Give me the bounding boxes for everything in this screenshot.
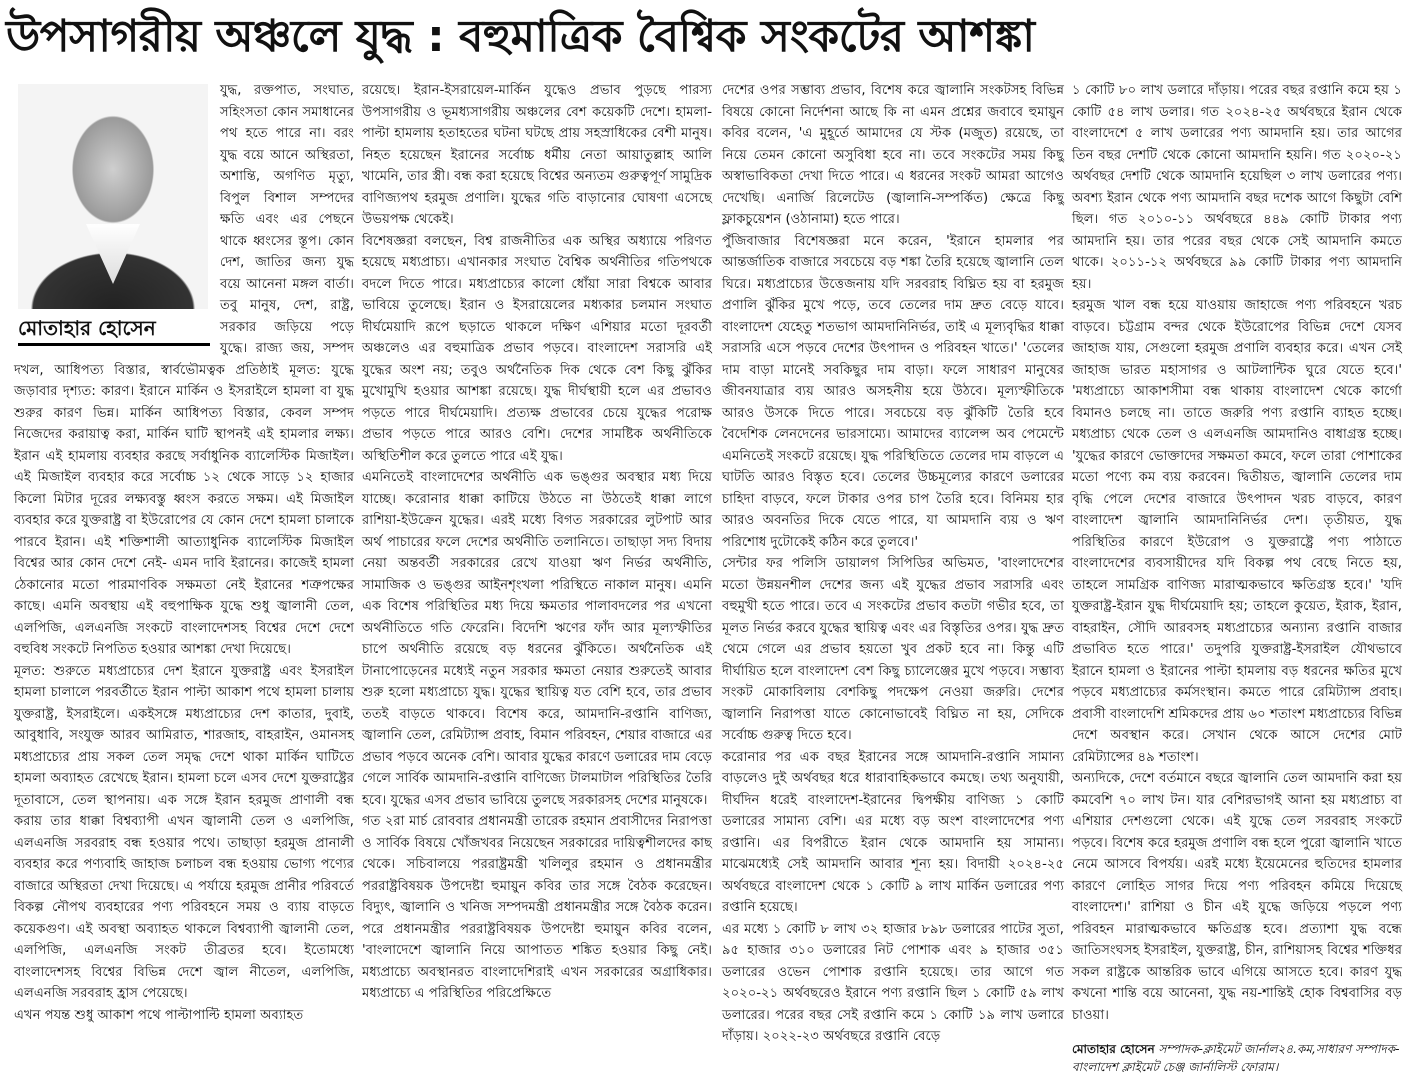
footer-credentials: সম্পাদক-ক্লাইমেট জার্নাল২৪.কম,সাধারণ সম্পাদক-বাংলাদেশ ক্লাইমেট চেঞ্জ জার্নালিস্ট ফোরাম। [1072, 1042, 1400, 1074]
article-column-2 [362, 80, 712, 1005]
paragraph: এমনিতেই বাংলাদেশের অর্থনীতি এক ভঙ্গুর অবস্থার মধ্য দিয়ে যাচ্ছে। করোনার ধাক্কা কাটিয়ে উঠতে না উঠতেই ধাক্কা লাগে রাশিয়া-ইউক্রেন যুদ্ধের। এরই মধ্যে বিগত সরকারের লুটপাট আর অর্থ পাচারের ফলে দেশের অর্থনীতি তলানিতে। তাছাড়া সদ্য বিদায় নেয়া অন্তবর্তী সরকারের রেখে যাওয়া ঋণ নির্ভর অর্থনীতি, সামাজিক ও ভঙ্গুর আইনশৃংখলা পরিস্থিতে নাকাল মানুষ। এমনি এক বিশেষ পরিস্থিতির মধ্য দিয়ে ক্ষমতার পালাবদলের পর এখনো অর্থনীতিতে গতি ফেরেনি। বিদেশি ঋণের ফাঁদ আর মূল্যস্ফীতির চাপে অর্থনীতি রয়েছে বড় ধরনের ঝুঁকিতে। অর্থনৈতিক এই টানাপোড়েনের মধ্যেই নতুন সরকার ক্ষমতা নেয়ার শুরুতেই আবার শুরু হলো মধ্যপ্রাচ্যে যুদ্ধ। যুদ্ধের স্থায়িত্ব যত বেশি হবে, তার প্রভাব ততই বাড়তে থাকবে। বিশেষ করে, আমদানি-রপ্তানি বাণিজ্য, জ্বালানি তেল, রেমিট্যান্স প্রবাহ, বিমান পরিবহন, শেয়ার বাজারে এর প্রভাব পড়বে অনেক বেশি। আবার যুদ্ধের কারণে ডলারের দাম বেড়ে গেলে সার্বিক আমদানি-রপ্তানি বাণিজ্যে টালমাটাল পরিস্থিতির তৈরি হবে। যুদ্ধের এসব প্রভাব ভাবিয়ে তুলছে সরকারসহ দেশের মানুষকে। [362, 470, 712, 808]
author-box [18, 84, 210, 346]
paragraph: হরমুজ খাল বন্ধ হয়ে যাওয়ায় জাহাজে পণ্য পরিবহনে খরচ বাড়বে। চট্টগ্রাম বন্দর থেকে ইউরোপের বিভিন্ন দেশে যেসব জাহাজ যায়, সেগুলো হরমুজ প্রণালি ব্যবহার করে। এখন সেই জাহাজ ভারত মহাসাগর ও আটলান্টিক ঘুরে যেতে হবে।' 'মধ্যপ্রাচ্যে আকাশসীমা বন্ধ থাকায় বাংলাদেশ থেকে কার্গো বিমানও চলছে না। তাতে জরুরি পণ্য রপ্তানি ব্যাহত হচ্ছে। মধ্যপ্রাচ্য থেকে তেল ও এলএনজি আমদানিও বাধাগ্রস্ত হচ্ছে। 'যুদ্ধের কারণে ভোক্তাদের সক্ষমতা কমবে, ফলে তারা পোশাকের মতো পণ্যে কম ব্যয় করবেন। দ্বিতীয়ত, জ্বালানি তেলের দাম বৃদ্ধি পেলে দেশের বাজারে উৎপাদন খরচ বাড়বে, কারণ বাংলাদেশ জ্বালানি আমদানিনির্ভর দেশ। তৃতীয়ত, যুদ্ধ পরিস্থিতির কারণে ইউরোপ ও যুক্তরাষ্ট্রে পণ্য পাঠাতে বাংলাদেশের ব্যবসায়ীদের যদি বিকল্প পথ বেছে নিতে হয়, তাহলে সামগ্রিক বাণিজ্য মারাত্মকভাবে ক্ষতিগ্রস্ত হবে।' 'যদি যুক্তরাষ্ট্র-ইরান যুদ্ধ দীর্ঘমেয়াদি হয়; তাহলে কুয়েত, ইরাক, ইরান, বাহরাইন, সৌদি আরবসহ মধ্যপ্রাচ্যের অন্যান্য রপ্তানি বাজার প্রভাবিত হতে পারে।' তদুপরি যুক্তরাষ্ট্র-ইসরাইল যৌথভাবে ইরানে হামলা ও ইরানের পাল্টা হামলায় বড় ধরনের ক্ষতির মুখে পড়বে মধ্যপ্রাচ্যের কর্মসংস্থান। কমতে পারে রেমিট্যান্স প্রবাহ। প্রবাসী বাংলাদেশি শ্রমিকদের প্রায় ৬০ শতাংশ মধ্যপ্রাচ্যের বিভিন্ন দেশে অবস্থান করে। সেখান থেকে আসে দেশের মোট রেমিট্যান্সের ৪৯ শতাংশ। [1072, 298, 1402, 765]
paragraph: বিশেষজ্ঞরা বলছেন, বিশ্ব রাজনীতির এক অস্থির অধ্যায়ে পরিণত হয়েছে মধ্যপ্রাচ্য। এখানকার সংঘাত বৈশ্বিক অর্থনীতির গতিপথকে বদলে দিতে পারে। মধ্যপ্রাচ্যের কালো ধোঁয়া সারা বিশ্বকে আবার ভাবিয়ে তুলেছে। ইরান ও ইসরায়েলের মধ্যকার চলমান সংঘাত দীর্ঘমেয়াদি রূপে ছড়াতে থাকলে দক্ষিণ এশিয়ার মতো দূরবর্তী অঞ্চলেও এর বহুমাত্রিক প্রভাব পড়বে। বাংলাদেশ সরাসরি এই যুদ্ধের অংশ নয়; তবুও অর্থনৈতিক দিক থেকে বেশ কিছু ঝুঁকির মুখোমুখি হওয়ার আশঙ্কা রয়েছে। যুদ্ধ দীর্ঘস্থায়ী হলে এর প্রভাবও পড়তে পারে দীর্ঘমেয়াদি। প্রত্যক্ষ প্রভাবের চেয়ে যুদ্ধের পরোক্ষ প্রভাব পড়তে পারে আরও বেশি। দেশের সামষ্টিক অর্থনীতিকে অস্থিতিশীল করে তুলতে পারে এই যুদ্ধ। [362, 233, 712, 464]
paragraph: অন্যদিকে, দেশে বর্তমানে বছরে জ্বালানি তেল আমদানি করা হয় কমবেশি ৭০ লাখ টন। যার বেশিরভাগই আনা হয় মধ্যপ্রাচ্য বা এশিয়ার দেশগুলো থেকে। এই যুদ্ধে তেল সরবরাহ সংকটে পড়বে। বিশেষ করে হরমুজ প্রণালি বন্ধ হলে পুরো জ্বালানি খাতে নেমে আসবে বিপর্যয়। এরই মধ্যে ইয়েমেনের হুতিদের হামলার কারণে লোহিত সাগর দিয়ে পণ্য পরিবহন কমিয়ে দিয়েছে বাংলাদেশ।' রাশিয়া ও চীন এই যুদ্ধে জড়িয়ে পড়লে পণ্য পরিবহন মারাত্মকভাবে ক্ষতিগ্রস্ত হবে। প্রত্যাশা যুদ্ধ বন্ধে জাতিসংঘসহ ইসরাইল, যুক্তরাষ্ট্র, চীন, রাশিয়াসহ বিশ্বের শক্তিধর সকল রাষ্ট্রকে আন্তরিক ভাবে এগিয়ে আসতে হবে। কারণ যুদ্ধ কখনো শান্তি বয়ে আনেনা, যুদ্ধ নয়-শান্তিই হোক বিশ্ববাসির বড় চাওয়া। [1072, 771, 1402, 1023]
author-name: মোতাহার হোসেন [18, 313, 210, 346]
author-byline-footer [1072, 1040, 1402, 1076]
paragraph: গত ২রা মার্চ রোববার প্রধানমন্ত্রী তারেক রহমান প্রবাসীদের নিরাপত্তা ও সার্বিক বিষয়ে খোঁজখবর নিয়েছেন সরকারের দায়িত্বশীলদের কাছ থেকে। সচিবালয়ে পররাষ্ট্রমন্ত্রী খলিলুর রহমান ও প্রধানমন্ত্রীর পররাষ্ট্রবিষয়ক উপদেষ্টা হুমায়ুন কবির তার সঙ্গে বৈঠক করেছেন। বিদ্যুৎ, জ্বালানি ও খনিজ সম্পদমন্ত্রী প্রধানমন্ত্রীর সঙ্গে বৈঠক করেন। পরে প্রধানমন্ত্রীর পররাষ্ট্রবিষয়ক উপদেষ্টা হুমায়ুন কবির বলেন, 'বাংলাদেশে জ্বালানি নিয়ে আপাতত শঙ্কিত হওয়ার কিছু নেই। মধ্যপ্রাচ্যে অবস্থানরত বাংলাদেশিরাই এখন সরকারের অগ্রাধিকার। মধ্যপ্রাচ্যে এ পরিস্থিতির পরিপ্রেক্ষিতে [362, 814, 712, 1001]
paragraph: মূলত: শুরুতে মধ্যপ্রাচ্যের দেশ ইরানে যুক্তরাষ্ট্র এবং ইসরাইল হামলা চালালে পরবর্তীতে ইরান পাল্টা আকাশ পথে হামলা চালায় যুক্তরাষ্ট্র, ইসরাইলে। একইসঙ্গে মধ্যপ্রাচ্যের দেশ কাতার, দুবাই, আবুধাবি, সংযুক্ত আরব আমিরাত, শারজাহ, বাহরাইন, ওমানসহ মধ্যপ্রাচ্যের প্রায় সকল তেল সমৃদ্ধ দেশে থাকা মার্কিন ঘাটিতে হামলা অব্যাহত রেখেছে ইরান। হামলা চলে এসব দেশে যুক্তরাষ্ট্রের দূতাবাসে, তেল স্থাপনায়। এক সঙ্গে ইরান হরমুজ প্রাণালী বন্ধ করায় তার ধাক্কা বিশ্বব্যাপী এখন জ্বালানী তেল ও এলপিজি, এলএনজি সরবরাহ বন্ধ হওয়ার পথে। তাছাড়া হরমুজ প্রানালী ব্যবহার করে পণ্যবাহি জাহাজ চলাচল বন্ধ হওয়ায় ভোগ্য পণ্যের বাজারে অস্থিরতা দেখা দিয়েছে। এ পর্যায়ে হরমুজ প্রানীর পরিবর্তে বিকল্প নৌপথ ব্যবহারের পণ্য পরিবহনে সময় ও ব্যায় বাড়তে কয়েকগুণ। এই অবস্থা অব্যাহত থাকলে বিশ্বব্যাপী জ্বালানী তেল, এলপিজি, এলএনজি সংকট তীব্রতর হবে। ইতোমধ্যে বাংলাদেশসহ বিশ্বের বিভিন্ন দেশে জ্বাল নীতেল, এলপিজি, এলএনজি সরবরাহ হ্রাস পেয়েছে। [14, 663, 354, 1001]
paragraph: রয়েছে। ইরান-ইসরায়েল-মার্কিন যুদ্ধেও প্রভাব পুড়ছে পারস্য উপসাগরীয় ও ভূমধ্যসাগরীয় অঞ্চলের বেশ কয়েকটি দেশে। হামলা-পাল্টা হামলায় হতাহতের ঘটনা ঘটছে প্রায় সহস্রাধিকের বেশী মানুষ। নিহত হয়েছেন ইরানের সর্বোচ্চ ধর্মীয় নেতা আয়াতুল্লাহ আলি খামেনি, তার স্ত্রী। বন্ধ করা হয়েছে বিশ্বের অন্যতম গুরুত্বপূর্ণ সামুদ্রিক বাণিজ্যপথ হরমুজ প্রণালি। যুদ্ধের গতি বাড়ানোর ঘোষণা এসেছে উভয়পক্ষ থেকেই। [362, 83, 712, 227]
article-column-1 [14, 80, 354, 1026]
paragraph: দেশের ওপর সম্ভাব্য প্রভাব, বিশেষ করে জ্বালানি সংকটসহ বিভিন্ন বিষয়ে কোনো নির্দেশনা আছে কি না এমন প্রশ্নের জবাবে হুমায়ুন কবির বলেন, 'এ মুহূর্তে আমাদের যে স্টক (মজুত) রয়েছে, তা নিয়ে তেমন কোনো অসুবিধা হবে না। তবে সংকটের সময় কিছু অস্বাভাবিকতা দেখা দিতে পারে। এ ধরনের সংকট আমরা আগেও দেখেছি। এনার্জি রিলেটেড (জ্বালানি-সম্পর্কিত) ক্ষেত্রে কিছু ফ্লাকচুয়েশন (ওঠানামা) হতে পারে। [722, 83, 1064, 227]
headline: উপসাগরীয় অঞ্চলে যুদ্ধ : বহুমাত্রিক বৈশ্বিক সংকটের আশঙ্কা [6, 11, 1035, 62]
paragraph: সেন্টার ফর পলিসি ডায়ালগ সিপিডির অভিমত, 'বাংলাদেশের মতো উন্নয়নশীল দেশের জন্য এই যুদ্ধের প্রভাব সরাসরি এবং বহুমুখী হতে পারে। তবে এ সংকটের প্রভাব কতটা গভীর হবে, তা মূলত নির্ভর করবে যুদ্ধের স্থায়িত্ব এবং এর বিস্তৃতির ওপর। যুদ্ধ দ্রুত থেমে গেলে এর প্রভাব হয়তো খুব প্রকট হবে না। কিন্তু এটি দীর্ঘায়িত হলে বাংলাদেশ বেশ কিছু চ্যালেঞ্জের মুখে পড়বে। সম্ভাব্য সংকট মোকাবিলায় বেশকিছু পদক্ষেপ নেওয়া জরুরি। দেশের জ্বালানি নিরাপত্তা যাতে কোনোভাবেই বিঘ্নিত না হয়, সেদিকে সর্বোচ্চ গুরুত্ব দিতে হবে। [722, 556, 1064, 743]
article-column-3 [722, 80, 1064, 1048]
paragraph: এখন পযন্ত শুধু আকাশ পথে পাল্টাপাল্টি হামলা অব্যাহত [14, 1007, 304, 1023]
paragraph: করোনার পর এক বছর ইরানের সঙ্গে আমদানি-রপ্তানি সামান্য বাড়লেও দুই অর্থবছর ধরে ধারাবাহিকভাবে কমছে। তথ্য অনুযায়ী, দীর্ঘদিন ধরেই বাংলাদেশ-ইরানের দ্বিপক্ষীয় বাণিজ্য ১ কোটি ডলারের সামান্য বেশি। এর মধ্যে বড় অংশ বাংলাদেশের পণ্য রপ্তানি। এর বিপরীতে ইরান থেকে আমদানি হয় সামান্য। মাঝেমধ্যেই সেই আমদানি আবার শূন্য হয়। বিদায়ী ২০২৪-২৫ অর্থবছরে বাংলাদেশ থেকে ১ কোটি ৯ লাখ মার্কিন ডলারের পণ্য রপ্তানি হয়েছে। [722, 749, 1064, 915]
paragraph: পুঁজিবাজার বিশেষজ্ঞরা মনে করেন, 'ইরানে হামলার পর আন্তর্জাতিক বাজারে সবচেয়ে বড় শঙ্কা তৈরি হয়েছে জ্বালানি তেল ঘিরে। মধ্যপ্রাচ্যের উত্তেজনায় যদি সরবরাহ বিঘ্নিত হয় বা হরমুজ প্রণালি ঝুঁকির মুখে পড়ে, তবে তেলের দাম দ্রুত বেড়ে যাবে। বাংলাদেশ যেহেতু শতভাগ আমদানিনির্ভর, তাই এ মূল্যবৃদ্ধির ধাক্কা সরাসরি এসে পড়বে দেশের উৎপাদন ও পরিবহন খাতে।' 'তেলের দাম বাড়া মানেই সবকিছুর দাম বাড়া। ফলে সাধারণ মানুষের জীবনযাত্রার ব্যয় আরও অসহনীয় হয়ে উঠবে। মূল্যস্ফীতিকে আরও উসকে দিতে পারে। সবচেয়ে বড় ঝুঁকিটি তৈরি হবে বৈদেশিক লেনদেনের ভারসাম্যে। আমাদের ব্যালেন্স অব পেমেন্টে এমনিতেই সংকটে রয়েছে। যুদ্ধ পরিস্থিতিতে তেলের দাম বাড়লে এ ঘাটতি আরও বিস্তৃত হবে। তেলের উচ্চমূল্যের কারণে ডলারের চাহিদা বাড়বে, ফলে টাকার ওপর চাপ তৈরি হবে। বিনিময় হার আরও অবনতির দিকে যেতে পারে, যা আমদানি ব্যয় ও ঋণ পরিশোধ দুটোকেই কঠিন করে তুলবে।' [722, 233, 1064, 550]
author-photo [18, 84, 208, 309]
paragraph: ১ কোটি ৮০ লাখ ডলারে দাঁড়ায়। পরের বছর রপ্তানি কমে হয় ১ কোটি ৫৪ লাখ ডলার। গত ২০২৪-২৫ অর্থবছরে ইরান থেকে বাংলাদেশে ৫ লাখ ডলারের পণ্য আমদানি হয়। তার আগের তিন বছর দেশটি থেকে কোনো আমদানি হয়নি। গত ২০২০-২১ অর্থবছর দেশটি থেকে আমদানি হয়েছিল ৩ লাখ ডলারের পণ্য। অবশ্য ইরান থেকে পণ্য আমদানি বছর দশেক আগে কিছুটা বেশি ছিল। গত ২০১০-১১ অর্থবছরে ৪৪৯ কোটি টাকার পণ্য আমদানি হয়। তার পরের বছর থেকে সেই আমদানি কমতে থাকে। ২০১১-১২ অর্থবছরে ৯৯ কোটি টাকার পণ্য আমদানি হয়। [1072, 83, 1402, 292]
article-column-4 [1072, 80, 1402, 1076]
paragraph: যুদ্ধ, রক্তপাত, সংঘাত, সহিংসতা কোন সমাধানের পথ হতে পারে না। বরং যুদ্ধ বয়ে আনে অস্থিরতা, অশান্তি, অগণিত মৃত্যু, বিপুল বিশাল সম্পদের ক্ষতি এবং এর পেছনে থাকে ধ্বংসের স্তূপ। কোন দেশ, জাতির জন্য যুদ্ধ বয়ে আনেনা মঙ্গল বার্তা। তবু মানুষ, দেশ, রাষ্ট্র, সরকার জড়িয়ে পড়ে যুদ্ধে। রাজ্য জয়, সম্পদ দখল, আধিপত্য বিস্তার, স্বার্বভৌমত্বক প্রতিষ্ঠাই মূলত: যুদ্ধে জড়াবার দৃশ্যত: কারণ। ইরানে মার্কিন ও ইসরাইলে হামলা বা যুদ্ধ শুরুর কারণ ভিন্ন। মার্কিন আধিপত্য বিস্তার, কেবল সম্পদ নিজেদের করায়াত্ব করা, মার্কিন ঘাটি স্থাপনই এই হামলার লক্ষ্য। ইরান এই হামলায় ব্যবহার করছে সর্বাধুনিক ব্যালেস্টিক মিজাইল। এই মিজাইল ব্যবহার করে সর্বোচ্চ ১২ থেকে সাড়ে ১২ হাজার কিলো মিটার দূরের লক্ষ্যবস্তু ধ্বংস করতে সক্ষম। এই মিজাইল ব্যবহার করে যুক্তরাষ্ট্র বা ইউরোপের যে কোন দেশে হামলা চালাকে পারবে ইরান। এই শক্তিশালী আত্যাধুনিক ব্যালেস্টিক মিজাইল বিশ্বের আর কোন দেশে নেই- এমন দাবি ইরানের। কাজেই হামলা ঠেকানোর মতো পারমাণবিক সক্ষমতা নেই ইরানের শত্রুপক্ষের কাছে। এমনি অবস্থায় এই বহুপাক্ষিক যুদ্ধে শুধু জ্বালানী তেল, এলপিজি, এলএনজি সংকটে বাংলাদেশসহ বিশ্বের দেশে দেশে বহুবিধ সংকটে নিপতিত হওয়ার আশঙ্কা দেখা দিয়েছে। [14, 83, 354, 657]
footer-author-name: মোতাহার হোসেন [1072, 1042, 1155, 1056]
paragraph: এর মধ্যে ১ কোটি ৮ লাখ ৩২ হাজার ৮৯৮ ডলারের পাটের সুতা, ৯৫ হাজার ৩১০ ডলারের নিট পোশাক এবং ৯ হাজার ৩৫১ ডলারের ওভেন পোশাক রপ্তানি হয়েছে। তার আগে গত ২০২০-২১ অর্থবছরেও ইরানে পণ্য রপ্তানি ছিল ১ কোটি ৫৯ লাখ ডলারের। পরের বছর সেই রপ্তানি কমে ১ কোটি ১৯ লাখ ডলারে দাঁড়ায়। ২০২২-২৩ অর্থবছরে রপ্তানি বেড়ে [722, 921, 1064, 1044]
